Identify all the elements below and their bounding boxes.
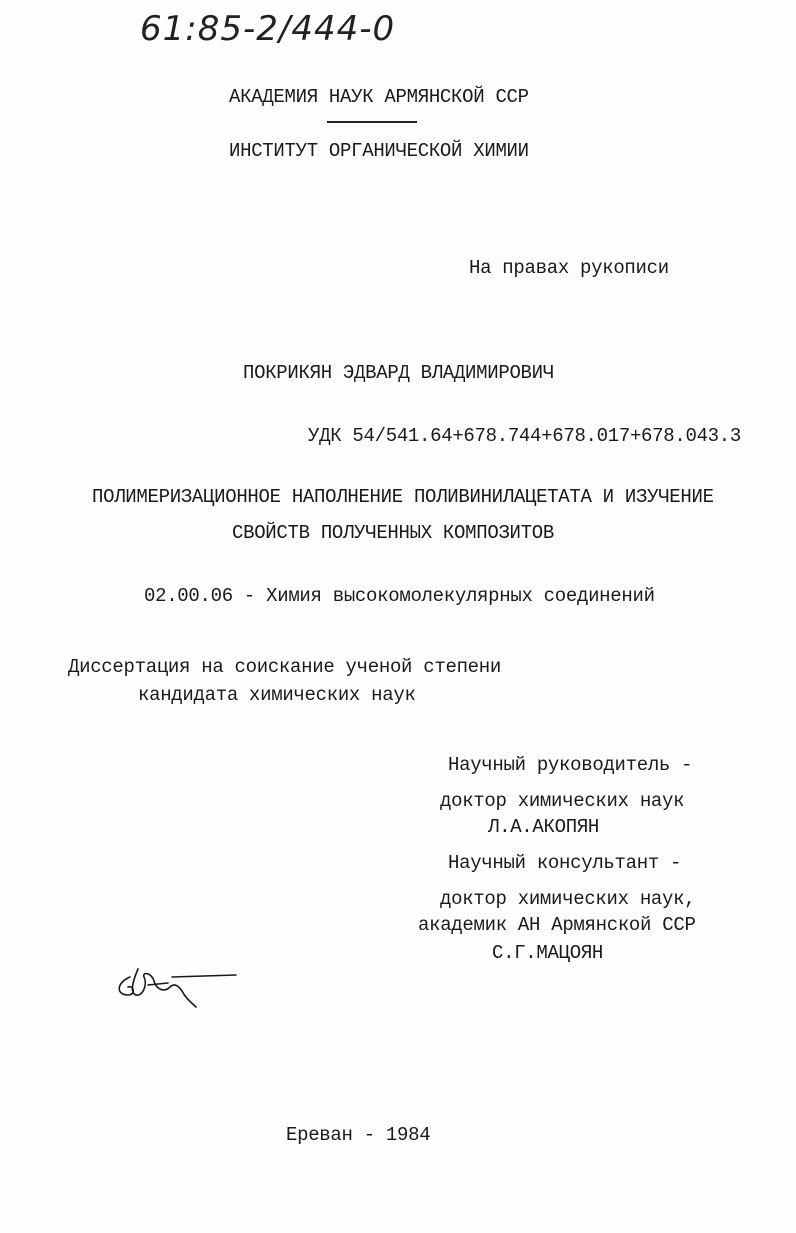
thesis-title-line-1: ПОЛИМЕРИЗАЦИОННОЕ НАПОЛНЕНИЕ ПОЛИВИНИЛАЦЕТАТА И ИЗУЧЕНИЕ — [92, 486, 714, 508]
degree-line-1: Диссертация на соискание ученой степени — [68, 656, 501, 678]
academy-heading: АКАДЕМИЯ НАУК АРМЯНСКОЙ ССР — [229, 86, 529, 108]
supervisor-name: Л.А.АКОПЯН — [488, 816, 600, 838]
signature-mark — [112, 955, 242, 1015]
consultant-name: С.Г.МАЦОЯН — [492, 942, 604, 964]
specialty-code: 02.00.06 - Химия высокомолекулярных соединений — [144, 585, 655, 607]
supervisor-title: доктор химических наук — [440, 790, 685, 812]
footer-city-year: Ереван - 1984 — [286, 1124, 431, 1146]
handwritten-catalog-number: 61:85-2/444-0 — [140, 9, 396, 49]
degree-line-2: кандидата химических наук — [138, 684, 416, 706]
institute-heading: ИНСТИТУТ ОРГАНИЧЕСКОЙ ХИМИИ — [229, 140, 529, 162]
udc-code: УДК 54/541.64+678.744+678.017+678.043.3 — [308, 425, 741, 447]
consultant-academic-title: академик АН Армянской ССР — [418, 914, 696, 936]
consultant-title: доктор химических наук, — [440, 888, 696, 910]
supervisor-role: Научный руководитель - — [448, 754, 693, 776]
author-name: ПОКРИКЯН ЭДВАРД ВЛАДИМИРОВИЧ — [243, 362, 554, 384]
thesis-title-line-2: СВОЙСТВ ПОЛУЧЕННЫХ КОМПОЗИТОВ — [232, 522, 554, 544]
manuscript-rights-note: На правах рукописи — [469, 257, 669, 279]
heading-divider — [327, 121, 417, 123]
consultant-role: Научный консультант - — [448, 852, 682, 874]
